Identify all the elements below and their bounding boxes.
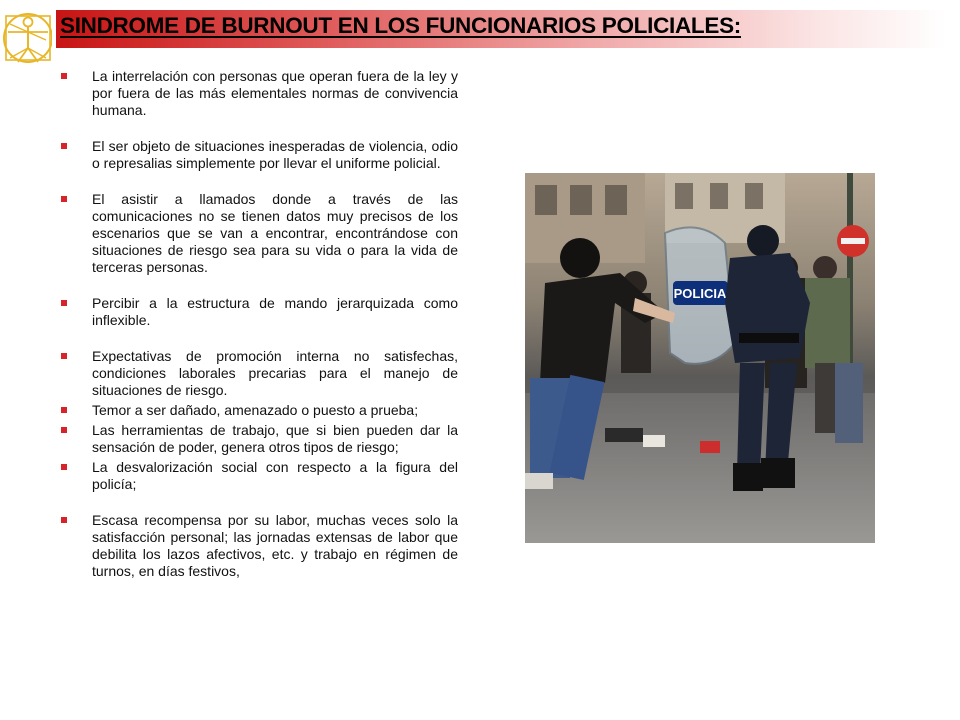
bullet-item bbox=[58, 512, 458, 580]
bullet-item bbox=[58, 138, 458, 172]
riot-photo bbox=[525, 173, 875, 543]
bullet-text: Temor a ser dañado, amenazado o puesto a prueba; bbox=[92, 402, 419, 418]
bullet-item bbox=[58, 295, 458, 329]
square-bullet-icon bbox=[61, 517, 67, 523]
square-bullet-icon bbox=[61, 427, 67, 433]
bullet-text: El ser objeto de situaciones inesperadas de violencia, odio o represalias simplemente por llevar el uniforme policial. bbox=[92, 138, 458, 171]
bullet-text: Escasa recompensa por su labor, muchas veces solo la satisfacción personal; las jornadas extensas de labor que debilita los lazos afectivos, etc. y trabajo en régimen de turnos, en días festivos, bbox=[92, 512, 458, 579]
bullet-list bbox=[58, 68, 458, 583]
bullet-text: Percibir a la estructura de mando jerarquizada como inflexible. bbox=[92, 295, 458, 328]
bullet-item bbox=[58, 68, 458, 119]
square-bullet-icon bbox=[61, 73, 67, 79]
bullet-text: El asistir a llamados donde a través de las comunicaciones no se tienen datos muy precisos de los escenarios que se van a encontrar, encontrándose con situaciones de riesgo sea para su vida o para la vida de terceras personas. bbox=[92, 191, 458, 275]
shield-label: POLICIA bbox=[673, 286, 727, 301]
bullet-text: La interrelación con personas que operan fuera de la ley y por fuera de las más elementales normas de convivencia humana. bbox=[92, 68, 458, 118]
bullet-item bbox=[58, 191, 458, 276]
square-bullet-icon bbox=[61, 407, 67, 413]
bullet-text: La desvalorización social con respecto a la figura del policía; bbox=[92, 459, 458, 492]
square-bullet-icon bbox=[61, 143, 67, 149]
bullet-item bbox=[58, 422, 458, 456]
square-bullet-icon bbox=[61, 464, 67, 470]
bullet-item bbox=[58, 459, 458, 493]
square-bullet-icon bbox=[61, 300, 67, 306]
square-bullet-icon bbox=[61, 196, 67, 202]
bullet-item bbox=[58, 402, 458, 419]
square-bullet-icon bbox=[61, 353, 67, 359]
bullet-text: Las herramientas de trabajo, que si bien pueden dar la sensación de poder, genera otros tipos de riesgo; bbox=[92, 422, 458, 455]
vitruvian-man-icon bbox=[0, 0, 52, 80]
bullet-text: Expectativas de promoción interna no satisfechas, condiciones laborales precarias para el manejo de situaciones de riesgo. bbox=[92, 348, 458, 398]
slide-title: SINDROME DE BURNOUT EN LOS FUNCIONARIOS POLICIALES: bbox=[60, 13, 741, 38]
bullet-item bbox=[58, 348, 458, 399]
